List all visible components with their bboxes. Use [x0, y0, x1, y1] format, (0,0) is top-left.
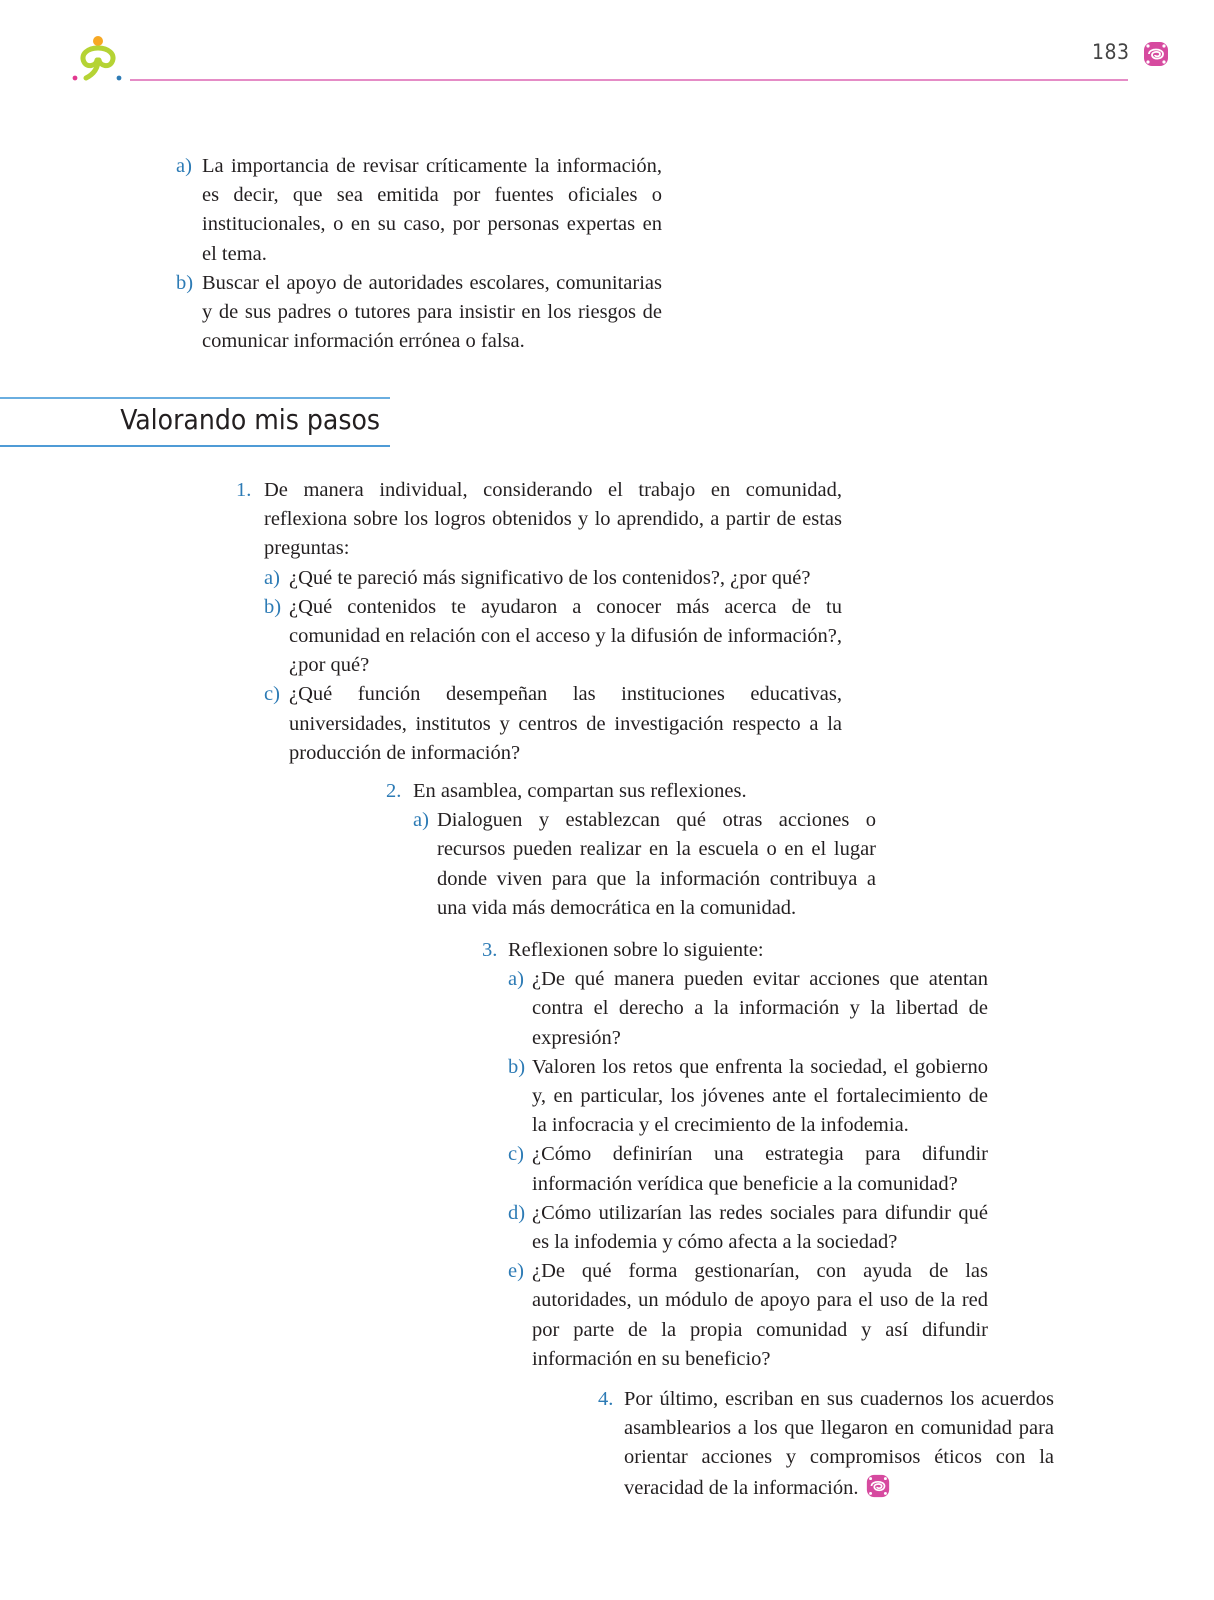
activity-sublist: [386, 806, 876, 923]
item-text: ¿De qué forma gestionarían, con ayuda de las autoridades, un módulo de apoyo para el uso de la red por parte de la propia comunidad y así difundir información en su beneficio?: [532, 1260, 988, 1370]
list-item: [413, 806, 876, 923]
heading-rule-top: [0, 397, 390, 399]
sprout-logo-icon: [70, 34, 128, 86]
list-item: [176, 269, 662, 357]
item-marker: b): [508, 1055, 526, 1078]
activity-text: De manera individual, considerando el trabajo en comunidad, reflexiona sobre los logros obtenidos y lo aprendido, a partir de estas preguntas:: [264, 479, 842, 560]
list-item: [508, 965, 988, 1053]
item-marker: a): [413, 809, 429, 832]
activity-text: En asamblea, compartan sus reflexiones.: [413, 780, 747, 802]
item-text: ¿Qué función desempeñan las instituciones educativas, universidades, institutos y centros de investigación respecto a la producción de información?: [289, 683, 842, 764]
activity-number: 4.: [598, 1388, 614, 1410]
list-item: [508, 1053, 988, 1141]
item-marker: d): [508, 1201, 526, 1224]
item-text: Buscar el apoyo de autoridades escolares, comunitarias y de sus padres o tutores para insistir en los riesgos de comunicar información errónea o falsa.: [202, 271, 662, 353]
activity-item: [236, 476, 842, 564]
heading-rule-bottom: [0, 445, 390, 447]
item-marker: a): [508, 968, 524, 991]
item-marker: a): [264, 566, 280, 589]
list-item: [508, 1140, 988, 1198]
item-text: Valoren los retos que enfrenta la sociedad, el gobierno y, en particular, los jóvenes ante el fortalecimiento de la infocracia y el crecimiento de la infodemia.: [532, 1055, 988, 1137]
activity-text: Por último, escriban en sus cuadernos los acuerdos asamblearios a los que llegaron en comunidad para orientar acciones y compromisos éticos con la veracidad de la información.: [624, 1388, 1054, 1499]
activity-item: [386, 777, 876, 806]
intro-list: [176, 152, 662, 356]
item-text: ¿Qué contenidos te ayudaron a conocer más acerca de tu comunidad en relación con el acceso y la difusión de información?, ¿por qué?: [289, 595, 842, 677]
item-marker: e): [508, 1260, 524, 1283]
list-item: [264, 680, 842, 768]
item-text: ¿De qué manera pueden evitar acciones que atentan contra el derecho a la información y la libertad de expresión?: [532, 968, 988, 1049]
item-marker: b): [176, 271, 194, 294]
activity-4: [598, 1385, 1054, 1503]
list-item: [508, 1257, 988, 1374]
list-item: [264, 593, 842, 681]
pink-flower-ornament-icon: [1142, 40, 1170, 68]
page-number: 183: [1092, 40, 1130, 64]
item-text: ¿Cómo utilizarían las redes sociales para difundir qué es la infodemia y cómo afecta a la sociedad?: [532, 1201, 988, 1254]
item-marker: c): [264, 683, 280, 706]
activity-item: [598, 1385, 1054, 1503]
list-item: [508, 1199, 988, 1257]
list-item: [264, 564, 842, 593]
item-text: La importancia de revisar críticamente la información, es decir, que sea emitida por fuentes oficiales o institucionales, o en su caso, por personas expertas en el tema.: [202, 155, 662, 265]
item-marker: c): [508, 1143, 524, 1166]
activity-text: Reflexionen sobre lo siguiente:: [508, 939, 764, 961]
item-text: ¿Cómo definirían una estrategia para difundir información verídica que beneficie a la comunidad?: [532, 1143, 988, 1195]
activity-1: [236, 476, 842, 768]
activity-3: [482, 936, 988, 1374]
activity-number: 1.: [236, 479, 252, 501]
activity-sublist: [236, 564, 842, 768]
item-marker: b): [264, 595, 282, 618]
section-heading: Valorando mis pasos: [120, 403, 380, 436]
activity-item: [482, 936, 988, 965]
activity-number: 2.: [386, 780, 402, 802]
pink-flower-ornament-icon: [865, 1473, 891, 1499]
activity-2: [386, 777, 876, 923]
item-text: ¿Qué te pareció más significativo de los contenidos?, ¿por qué?: [289, 566, 811, 589]
list-item: [176, 152, 662, 269]
activity-text-wrap: [624, 1385, 1054, 1503]
activity-sublist: [482, 965, 988, 1374]
activity-number: 3.: [482, 939, 498, 961]
section-heading-box: [0, 397, 390, 448]
header-rule: [130, 79, 1128, 81]
item-text: Dialoguen y establezcan qué otras acciones o recursos pueden realizar en la escuela o en el lugar donde viven para que la información contribuya a una vida más democrática en la comunidad.: [437, 809, 876, 919]
item-marker: a): [176, 155, 192, 177]
